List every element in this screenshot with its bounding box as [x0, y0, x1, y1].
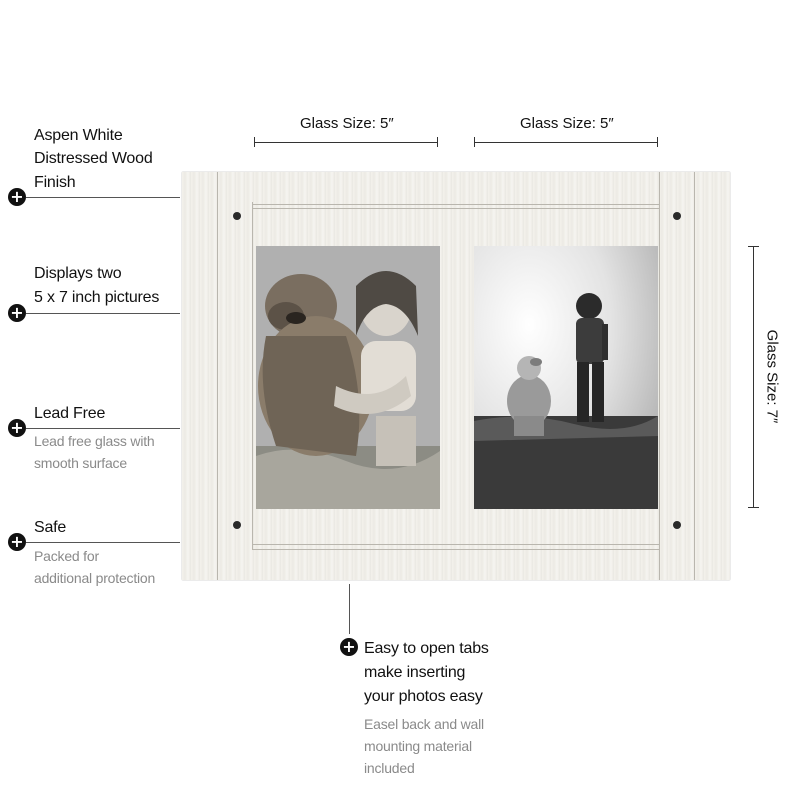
picture-frame — [182, 172, 730, 580]
photo-girl-with-dog-art — [256, 246, 440, 509]
plus-circle-icon: + — [8, 304, 26, 322]
plus-circle-icon: + — [8, 188, 26, 206]
feature-title-line: Safe — [34, 519, 67, 536]
callout-line — [26, 313, 180, 314]
feature-title-line: 5 x 7 inch pictures — [34, 289, 160, 306]
plank-seam — [694, 172, 695, 580]
feature-title-line: Easy to open tabs — [364, 640, 489, 657]
feature-title-line: Lead Free — [34, 405, 106, 422]
screw-icon — [673, 521, 681, 529]
feature-title-line: Finish — [34, 174, 76, 191]
dimension-tick — [748, 246, 759, 247]
feature-title-line: make inserting — [364, 664, 466, 681]
photo-boy-with-dog — [474, 246, 658, 509]
plank-seam — [659, 172, 660, 580]
feature-subtitle-line: Easel back and wall — [364, 716, 484, 732]
dimension-line-left — [254, 142, 438, 143]
feature-subtitle-line: Lead free glass with — [34, 433, 155, 449]
feature-subtitle-line: mounting material — [364, 738, 472, 754]
feature-title-line: your photos easy — [364, 688, 483, 705]
plank-seam — [252, 202, 253, 550]
feature-title-line: Displays two — [34, 265, 122, 282]
callout-line — [26, 542, 180, 543]
plank-seam — [217, 172, 218, 580]
dimension-line-right — [474, 142, 658, 143]
photo-boy-with-dog-art — [474, 246, 658, 509]
screw-icon — [673, 212, 681, 220]
callout-line — [26, 197, 180, 198]
screw-icon — [233, 212, 241, 220]
feature-subtitle-line: additional protection — [34, 570, 156, 586]
dimension-tick — [254, 137, 255, 147]
plank-seam — [252, 549, 660, 550]
plank-seam — [252, 544, 660, 545]
dimension-line-height — [753, 246, 754, 508]
plank-seam — [252, 208, 660, 209]
dimension-tick — [474, 137, 475, 147]
plus-circle-icon: + — [8, 419, 26, 437]
feature-title-line: Aspen White — [34, 127, 123, 144]
glass-size-width-right-label: Glass Size: 5″ — [520, 115, 614, 132]
glass-size-height-label: Glass Size: 7″ — [764, 327, 781, 427]
feature-subtitle-line: included — [364, 760, 415, 776]
screw-icon — [233, 521, 241, 529]
plus-circle-icon: + — [340, 638, 358, 656]
feature-title-line: Distressed Wood — [34, 150, 153, 167]
photo-girl-with-dog — [256, 246, 440, 509]
plank-seam — [252, 204, 660, 205]
dimension-tick — [437, 137, 438, 147]
dimension-tick — [657, 137, 658, 147]
glass-size-width-left-label: Glass Size: 5″ — [300, 115, 394, 132]
callout-line — [26, 428, 180, 429]
feature-subtitle-line: Packed for — [34, 548, 99, 564]
dimension-tick — [748, 507, 759, 508]
callout-line — [349, 584, 350, 634]
feature-subtitle-line: smooth surface — [34, 455, 127, 471]
plus-circle-icon: + — [8, 533, 26, 551]
